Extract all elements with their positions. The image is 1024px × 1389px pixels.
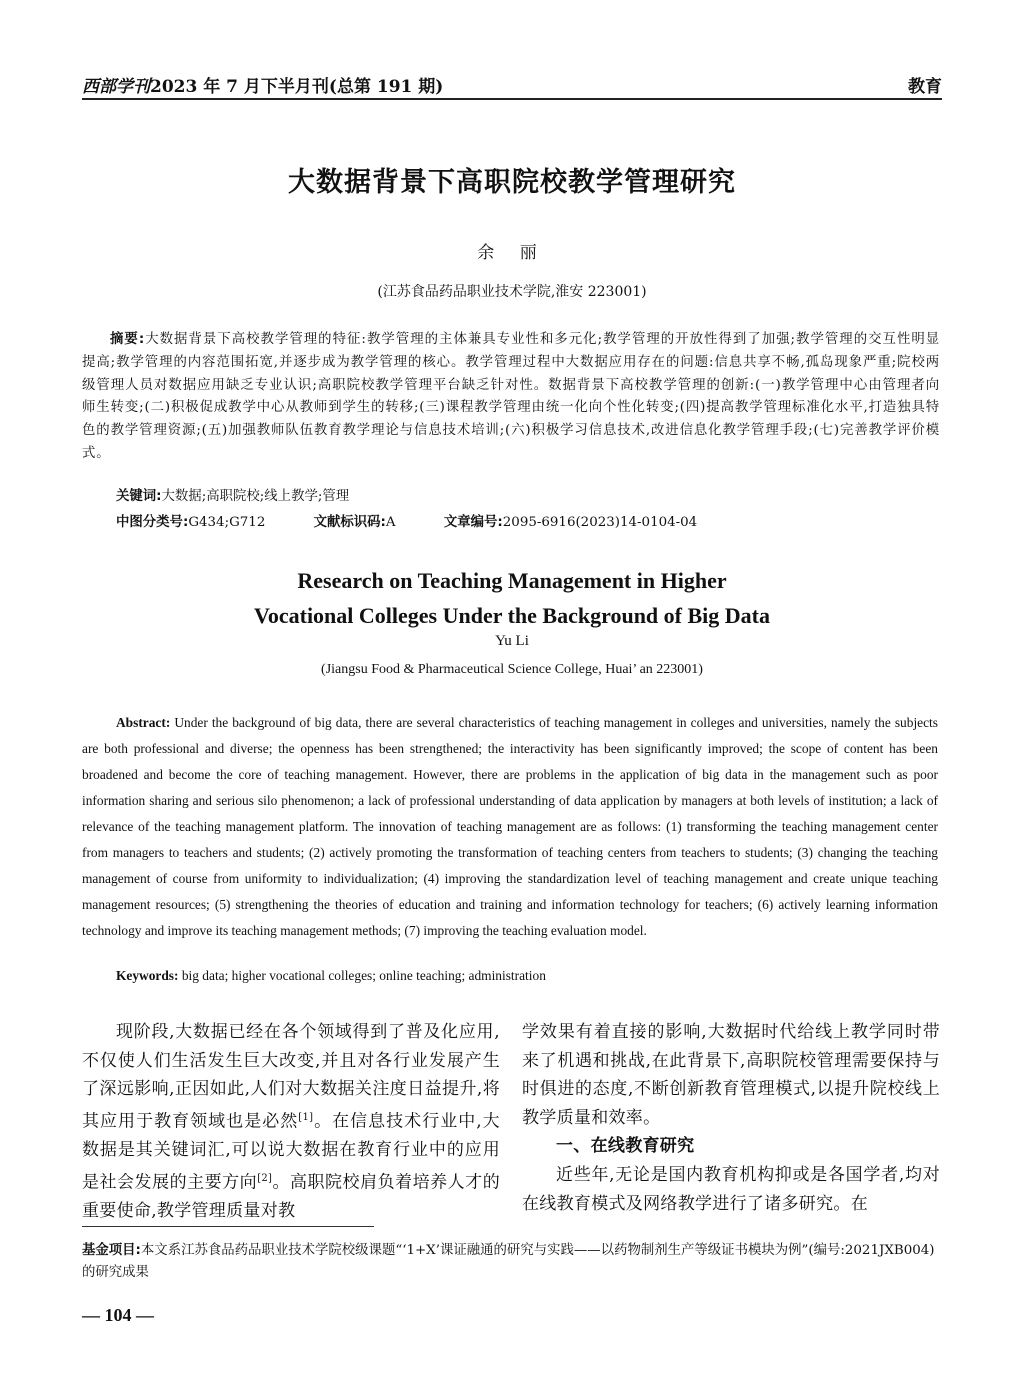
footnote-text: 本文系江苏食品药品职业技术学院校级课题“‘1+X’课证融通的研究与实践——以药物制剂生产等级证书模块为例”(编号:2021JXB004)的研究成果 <box>82 1243 935 1280</box>
body-paragraph: 近些年,无论是国内教育机构抑或是各国学者,均对在线教育模式及网络教学进行了诸多研究。在 <box>522 1164 940 1214</box>
header-issue <box>82 72 443 97</box>
footnote <box>82 1240 940 1284</box>
author: 余 丽 <box>477 243 547 263</box>
english-affiliation: (Jiangsu Food & Pharmaceutical Science College, Huai’ an 223001) <box>321 662 703 677</box>
classification-line <box>116 511 741 530</box>
abstract-en <box>82 710 938 944</box>
keywords-cn <box>116 485 349 504</box>
abstract-en-label: Abstract: <box>116 715 171 730</box>
citation-2: [2] <box>257 1172 273 1184</box>
article-no-label: 文章编号: <box>443 515 503 530</box>
doc-code-label: 文献标识码: <box>313 515 386 530</box>
clc-value: G434;G712 <box>188 515 266 530</box>
body-column-right <box>522 1018 940 1218</box>
abstract-cn-label: 摘要: <box>110 332 145 347</box>
body-text: 现阶段,大数据已经在各个领域得到了普及化应用,不仅使人们生活发生巨大改变,并且对各行业发展产生了深远影响,正因如此,人们对大数据关注度日益提升,将其应用于教育领域也是必然 <box>82 1022 500 1132</box>
english-title-line-1: Research on Teaching Management in Higher <box>297 568 727 593</box>
body-paragraph <box>82 1018 500 1225</box>
body-column-left <box>82 1018 500 1225</box>
body-text: 。高职院校肩负着培养人才的重要使命,教学管理质量对教 <box>82 1172 500 1221</box>
citation-1: [1] <box>298 1111 314 1123</box>
english-title-line-2: Vocational Colleges Under the Background of Big Data <box>253 603 770 628</box>
journal-logo: 西部学刊 <box>82 77 150 97</box>
english-author: Yu Li <box>495 633 529 649</box>
affiliation: (江苏食品药品职业技术学院,淮安 223001) <box>377 284 647 300</box>
english-title <box>0 563 1024 633</box>
footnote-label: 基金项目: <box>82 1243 141 1258</box>
header-rule <box>82 98 942 100</box>
keywords-en <box>116 968 546 984</box>
paper-title: 大数据背景下高职院校教学管理研究 <box>288 167 736 198</box>
footnote-rule <box>82 1226 374 1227</box>
keywords-cn-label: 关键词: <box>116 489 162 504</box>
body-text: 。在信息技术行业中,大数据是其关键词汇,可以说大数据在教育行业中的应用是社会发展的主要方向 <box>82 1111 500 1193</box>
doc-code-value: A <box>385 515 396 530</box>
section-heading: 一、在线教育研究 <box>556 1136 695 1157</box>
keywords-en-label: Keywords: <box>116 968 179 983</box>
running-header <box>82 72 942 100</box>
clc-label: 中图分类号: <box>116 515 189 530</box>
issue-text: 2023 年 7 月下半月刊(总第 191 期) <box>150 77 444 97</box>
header-section: 教育 <box>908 77 942 97</box>
abstract-cn-text: 大数据背景下高校教学管理的特征:教学管理的主体兼具专业性和多元化;教学管理的开放性得到了加强;教学管理的交互性明显提高;教学管理的内容范围拓宽,并逐步成为教学管理的核心。教学管理过程中大数据应用存在的问题:信息共享不畅,孤岛现象严重;院校两级管理人员对数据应用缺乏专业认识;高职院校教学管理平台缺乏针对性。数据背景下高校教学管理的创新:(一)教学管理中心由管理者向师生转变;(二)积极促成教学中心从教师到学生的转移;(三)课程教学管理由统一化向个性化转变;(四)提高教学管理标准化水平,打造独具特色的教学管理资源;(五)加强教师队伍教育教学理论与信息技术培训;(六)积极学习信息技术,改进信息化教学管理手段;(七)完善教学评价模式。 <box>82 332 940 461</box>
body-paragraph: 学效果有着直接的影响,大数据时代给线上教学同时带来了机遇和挑战,在此背景下,高职院校管理需要保持与时俱进的态度,不断创新教育管理模式,以提升院校线上教学质量和效率。 <box>522 1022 940 1128</box>
keywords-cn-text: 大数据;高职院校;线上教学;管理 <box>161 489 350 504</box>
article-no-value: 2095-6916(2023)14-0104-04 <box>502 515 698 530</box>
abstract-en-text: Under the background of big data, there are several characteristics of teaching management in colleges and universities, namely the subjects are both professional and diverse; the openness has been strengthened; the interactivity has been significantly improved; the scope of content has been broadened and become the core of teaching management. However, there are problems in the application of big data in the management such as poor information sharing and serious silo phenomenon; a lack of professional understanding of data application by managers at both levels of institution; a lack of relevance of the teaching management platform. The innovation of teaching management are as follows: (1) transforming the teaching management center from managers to teachers and students; (2) actively promoting the transformation of teaching centers from teachers to students; (3) changing the teaching management of course from uniformity to individualization; (4) improving the standardization level of teaching management and create unique teaching management resources; (5) strengthening the theories of education and training and information technology for teachers; (6) actively learning information technology and improve its teaching management methods; (7) improving the teaching evaluation model. <box>82 715 938 938</box>
page-number: — 104 — <box>82 1305 154 1325</box>
abstract-cn <box>82 329 940 466</box>
keywords-en-text: big data; higher vocational colleges; online teaching; administration <box>181 968 546 983</box>
